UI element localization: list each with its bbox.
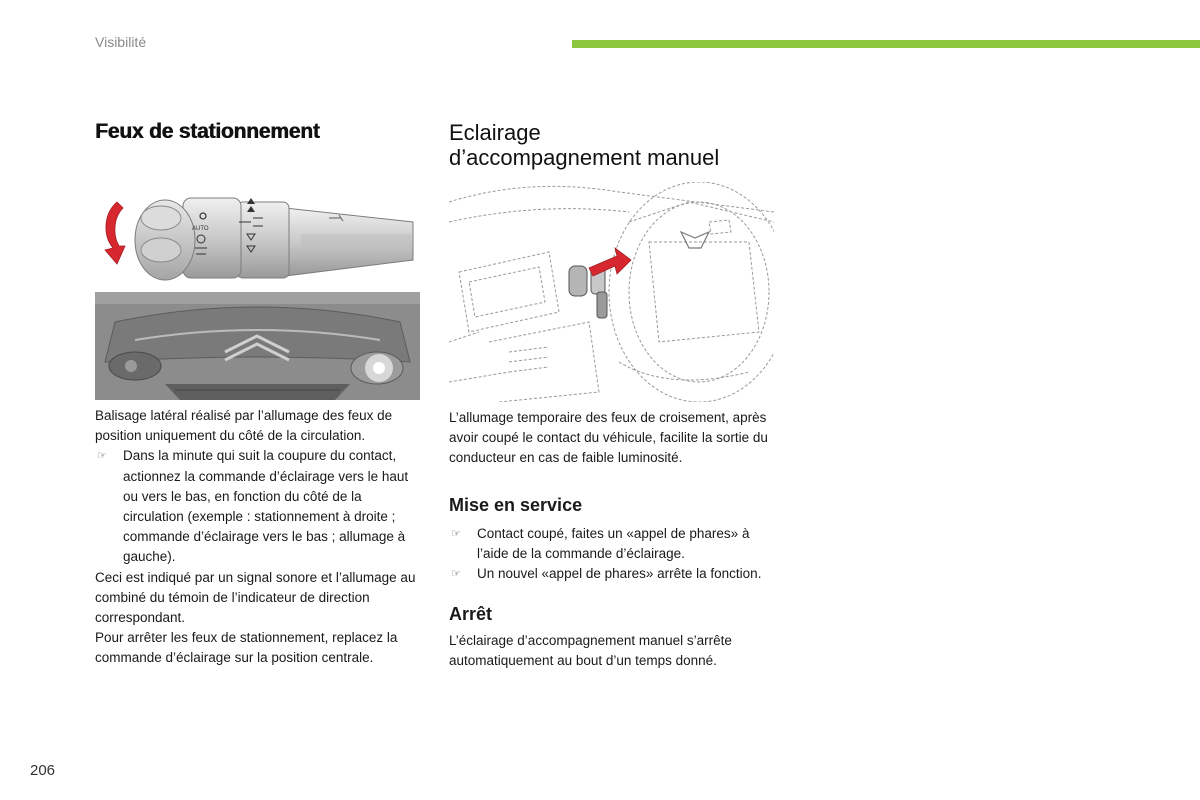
page-number: 206: [30, 762, 56, 779]
stop-text: L’éclairage d’accompagnement manuel s’arrête automatiquement au bout d’un temps donné.: [449, 633, 732, 669]
parking-para3: Pour arrêter les feux de stationnement, replacez la commande d’éclairage sur la position centrale.: [95, 630, 398, 666]
pointer-icon: ☞: [451, 527, 461, 540]
down-arrow-icon: [105, 202, 125, 264]
parking-lights-title: Feux de stationnement: [95, 120, 320, 143]
pointer-icon: ☞: [97, 450, 107, 463]
follow-me-title: [449, 120, 779, 170]
activation-bullet-2: Un nouvel «appel de phares» arrête la fonction.: [477, 566, 762, 582]
accent-bar: [572, 40, 1200, 48]
parking-bullets: [95, 446, 420, 567]
stalk-illustration: [95, 188, 420, 286]
parking-bullet-text: Dans la minute qui suit la coupure du contact, actionnez la commande d’éclairage vers le haut ou vers le bas, en fonction du côté de la circulation (exemple : stationnement à droite ; commande d’éclairage vers le bas ; allumage à gauche).: [123, 448, 409, 565]
activation-bullets: [449, 524, 781, 585]
pointer-icon: ☞: [451, 568, 461, 581]
follow-me-title-line2: d’accompagnement manuel: [449, 145, 720, 170]
stalk-drawing: [95, 188, 420, 286]
left-column: [95, 120, 420, 144]
auto-label: AUTO: [192, 226, 209, 232]
list-item: [449, 564, 781, 584]
list-item: [449, 524, 781, 564]
list-item: [95, 446, 420, 567]
parking-para2: Ceci est indiqué par un signal sonore et l’allumage au combiné du témoin de l’indicateur de direction correspondant.: [95, 569, 416, 626]
dashboard-drawing: [449, 182, 774, 402]
parking-intro: Balisage latéral réalisé par l’allumage des feux de position uniquement du côté de la circulation.: [95, 408, 393, 444]
dashboard-illustration: [449, 182, 774, 402]
right-arrow-icon: [589, 248, 631, 276]
follow-me-intro: L’allumage temporaire des feux de croisement, après avoir coupé le contact du véhicule, facilite la sortie du conducteur en cas de faible luminosité.: [449, 410, 768, 466]
right-text-block: [449, 408, 781, 672]
activation-heading: Mise en service: [449, 494, 583, 515]
stop-heading: Arrêt: [449, 604, 493, 625]
left-text-block: [95, 406, 420, 669]
stalk-icon: [569, 266, 607, 318]
section-label: Visibilité: [95, 34, 147, 50]
right-column: [449, 120, 779, 170]
car-front-photo: [95, 292, 420, 400]
car-front-drawing: [95, 292, 420, 400]
follow-me-title-line1: Eclairage: [449, 120, 541, 145]
activation-bullet-1: Contact coupé, faites un «appel de phares» à l’aide de la commande d’éclairage.: [477, 525, 750, 561]
